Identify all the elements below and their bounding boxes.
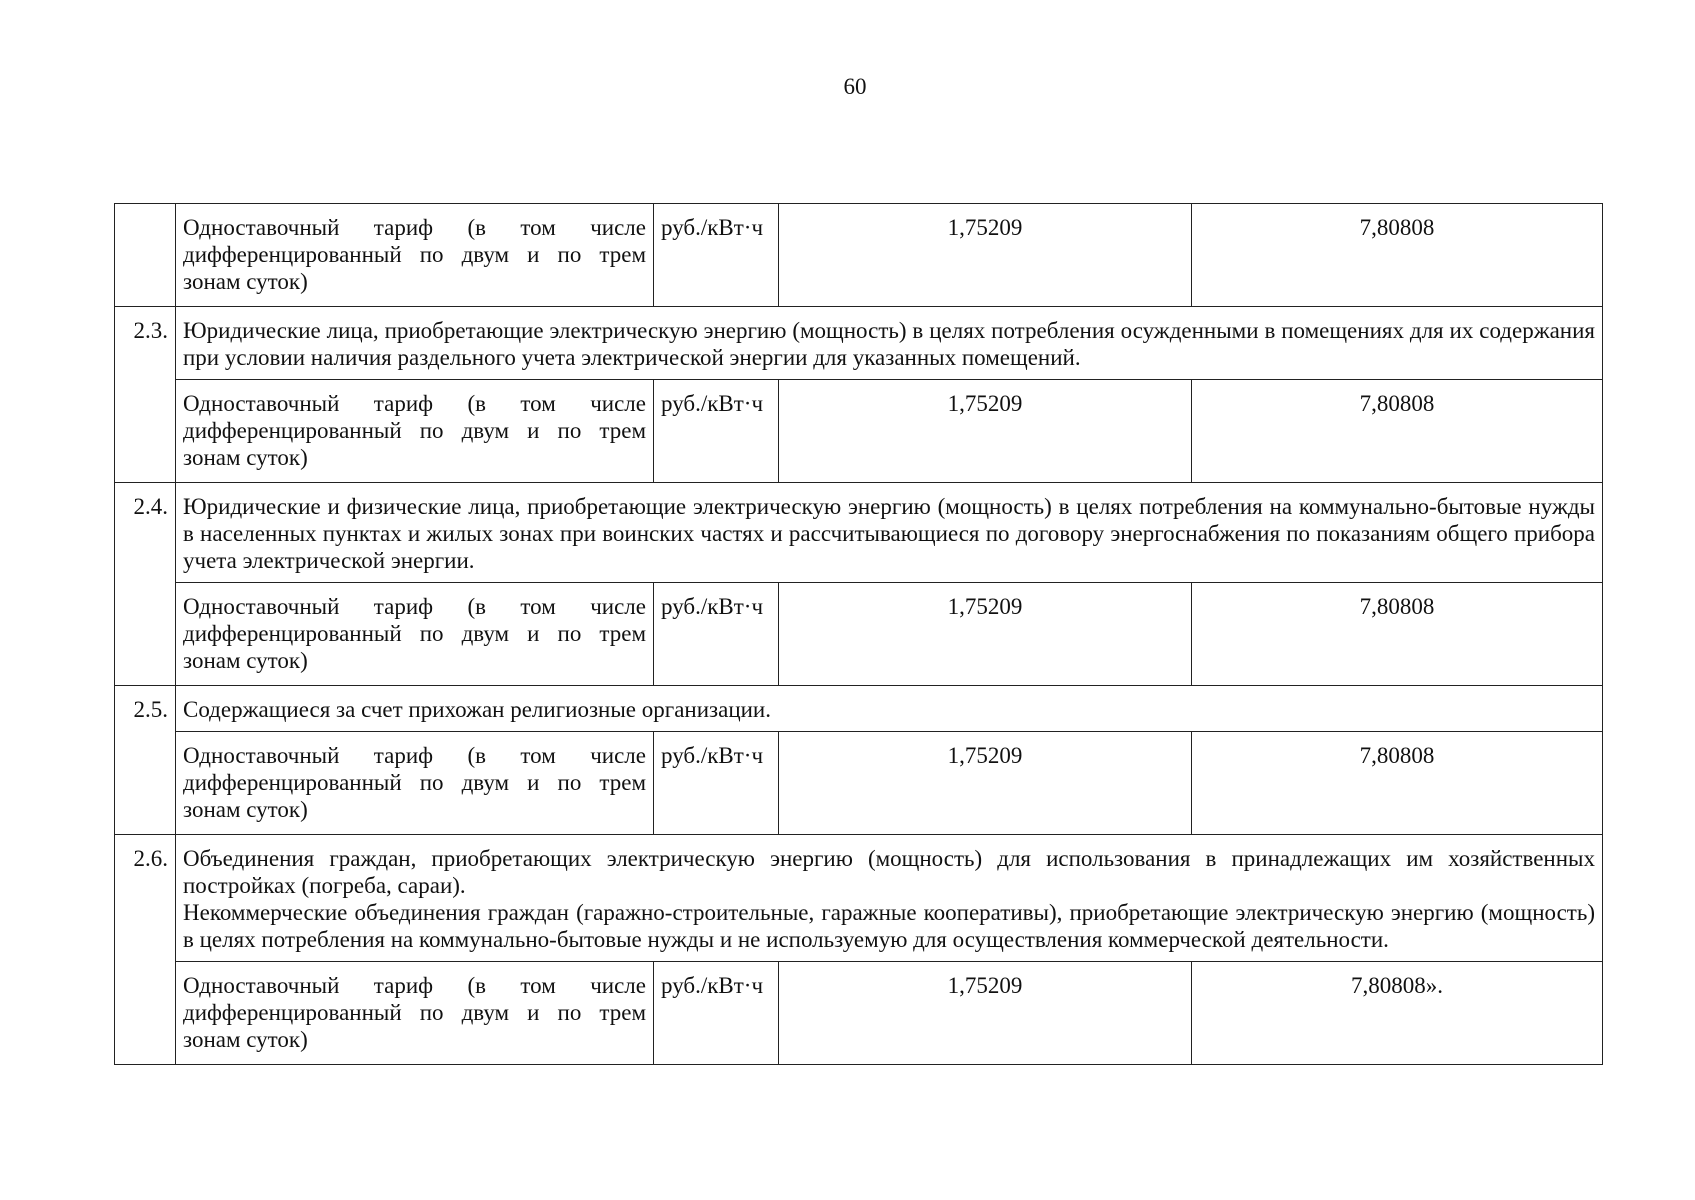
value-1-cell: 1,75209 [779,962,1192,1065]
table-row [115,380,1603,483]
category-description-cell [176,483,1603,583]
value-1-cell: 1,75209 [779,583,1192,686]
tariff-name: Одноставочный тариф (в том числе дифференцированный по двум и по трем зонам суток) [183,391,646,470]
tariff-name-cell [176,380,654,483]
table-row [115,686,1603,732]
tariff-name: Одноставочный тариф (в том числе дифференцированный по двум и по трем зонам суток) [183,594,646,673]
value-2-cell: 7,80808». [1192,962,1603,1065]
value-2-cell: 7,80808 [1192,204,1603,307]
table-row [115,962,1603,1065]
tariff-name-cell [176,732,654,835]
row-number-cell: 2.5. [115,686,176,835]
table-row [115,732,1603,835]
row-number-cell [115,204,176,307]
value-2-cell: 7,80808 [1192,732,1603,835]
row-number-cell: 2.4. [115,483,176,686]
table-row [115,583,1603,686]
value-2-cell: 7,80808 [1192,583,1603,686]
unit-cell: руб./кВт·ч [654,732,779,835]
tariff-name-cell [176,204,654,307]
value-2-cell: 7,80808 [1192,380,1603,483]
table-row [115,204,1603,307]
tariff-name: Одноставочный тариф (в том числе дифференцированный по двум и по трем зонам суток) [183,215,646,294]
value-1-cell: 1,75209 [779,732,1192,835]
tariff-name: Одноставочный тариф (в том числе дифференцированный по двум и по трем зонам суток) [183,973,646,1052]
tariff-name-cell [176,583,654,686]
unit-cell: руб./кВт·ч [654,962,779,1065]
category-description-cell [176,686,1603,732]
category-description: Юридические и физические лица, приобретающие электрическую энергию (мощность) в целях потребления на коммунально-бытовые нужды в населенных пунктах и жилых зонах при воинских частях и рассчитывающиеся по договору энергоснабжения по показаниям общего прибора учета электрической энергии. [183,494,1595,573]
table-row [115,483,1603,583]
category-description: Юридические лица, приобретающие электрическую энергию (мощность) в целях потребления осужденными в помещениях для их содержания при условии наличия раздельного учета электрической энергии для указанных помещений. [183,318,1595,370]
unit-cell: руб./кВт·ч [654,380,779,483]
category-description-cell [176,835,1603,962]
category-description: Объединения граждан, приобретающих электрическую энергию (мощность) для использования в принадлежащих им хозяйственных постройках (погреба, сараи). [183,846,1595,898]
value-1-cell: 1,75209 [779,204,1192,307]
page-number: 60 [843,74,867,99]
category-description: Содержащиеся за счет прихожан религиозные организации. [183,697,771,722]
tariff-name-cell [176,962,654,1065]
table-row [115,307,1603,380]
category-description-cell [176,307,1603,380]
row-number-cell: 2.6. [115,835,176,1065]
unit-cell: руб./кВт·ч [654,204,779,307]
table-row [115,835,1603,962]
tariff-name: Одноставочный тариф (в том числе дифференцированный по двум и по трем зонам суток) [183,743,646,822]
tariff-table [114,203,1603,1065]
unit-cell: руб./кВт·ч [654,583,779,686]
category-description: Некоммерческие объединения граждан (гаражно-строительные, гаражные кооперативы), приобретающие электрическую энергию (мощность) в целях потребления на коммунально-бытовые нужды и не используемую для осуществления коммерческой деятельности. [183,900,1595,952]
value-1-cell: 1,75209 [779,380,1192,483]
row-number-cell: 2.3. [115,307,176,483]
